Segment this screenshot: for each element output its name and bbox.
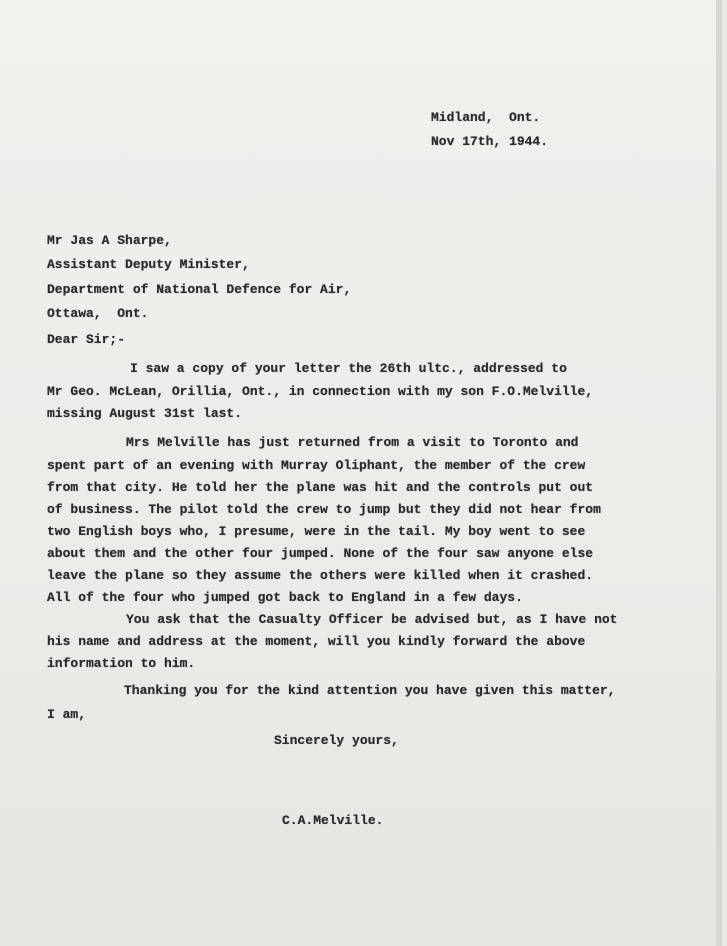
letter-date: Nov 17th, 1944. [431, 134, 549, 149]
body-line: Mr Geo. McLean, Orillia, Ont., in connection with my son F.O.Melville, [47, 384, 594, 399]
body-line: I saw a copy of your letter the 26th ultc., addressed to [130, 361, 567, 376]
body-line: I am, [47, 707, 87, 722]
body-line: from that city. He told her the plane was hit and the controls put out [47, 480, 594, 495]
body-line: missing August 31st last. [47, 406, 243, 421]
body-line: leave the plane so they assume the others were killed when it crashed. [47, 568, 594, 583]
body-line: Mrs Melville has just returned from a visit to Toronto and [126, 435, 579, 450]
body-line: of business. The pilot told the crew to jump but they did not hear from [47, 502, 601, 517]
body-line: spent part of an evening with Murray Oliphant, the member of the crew [47, 458, 586, 473]
body-line: All of the four who jumped got back to England in a few days. [47, 590, 523, 605]
body-line: Thanking you for the kind attention you have given this matter, [124, 683, 616, 698]
recipient-line: Department of National Defence for Air, [47, 282, 352, 297]
body-line: two English boys who, I presume, were in the tail. My boy went to see [47, 524, 586, 539]
paper-edge [716, 0, 722, 946]
signature: C.A.Melville. [282, 813, 384, 828]
recipient-line: Ottawa, Ont. [47, 306, 149, 321]
body-line: information to him. [47, 656, 196, 671]
recipient-line: Assistant Deputy Minister, [47, 257, 250, 272]
closing: Sincerely yours, [274, 733, 399, 748]
salutation: Dear Sir;- [47, 332, 126, 347]
body-line: about them and the other four jumped. None of the four saw anyone else [47, 546, 594, 561]
body-line: You ask that the Casualty Officer be advised but, as I have not [126, 612, 618, 627]
recipient-line: Mr Jas A Sharpe, [47, 233, 172, 248]
body-line: his name and address at the moment, will you kindly forward the above [47, 634, 586, 649]
letter-place: Midland, Ont. [431, 110, 541, 125]
